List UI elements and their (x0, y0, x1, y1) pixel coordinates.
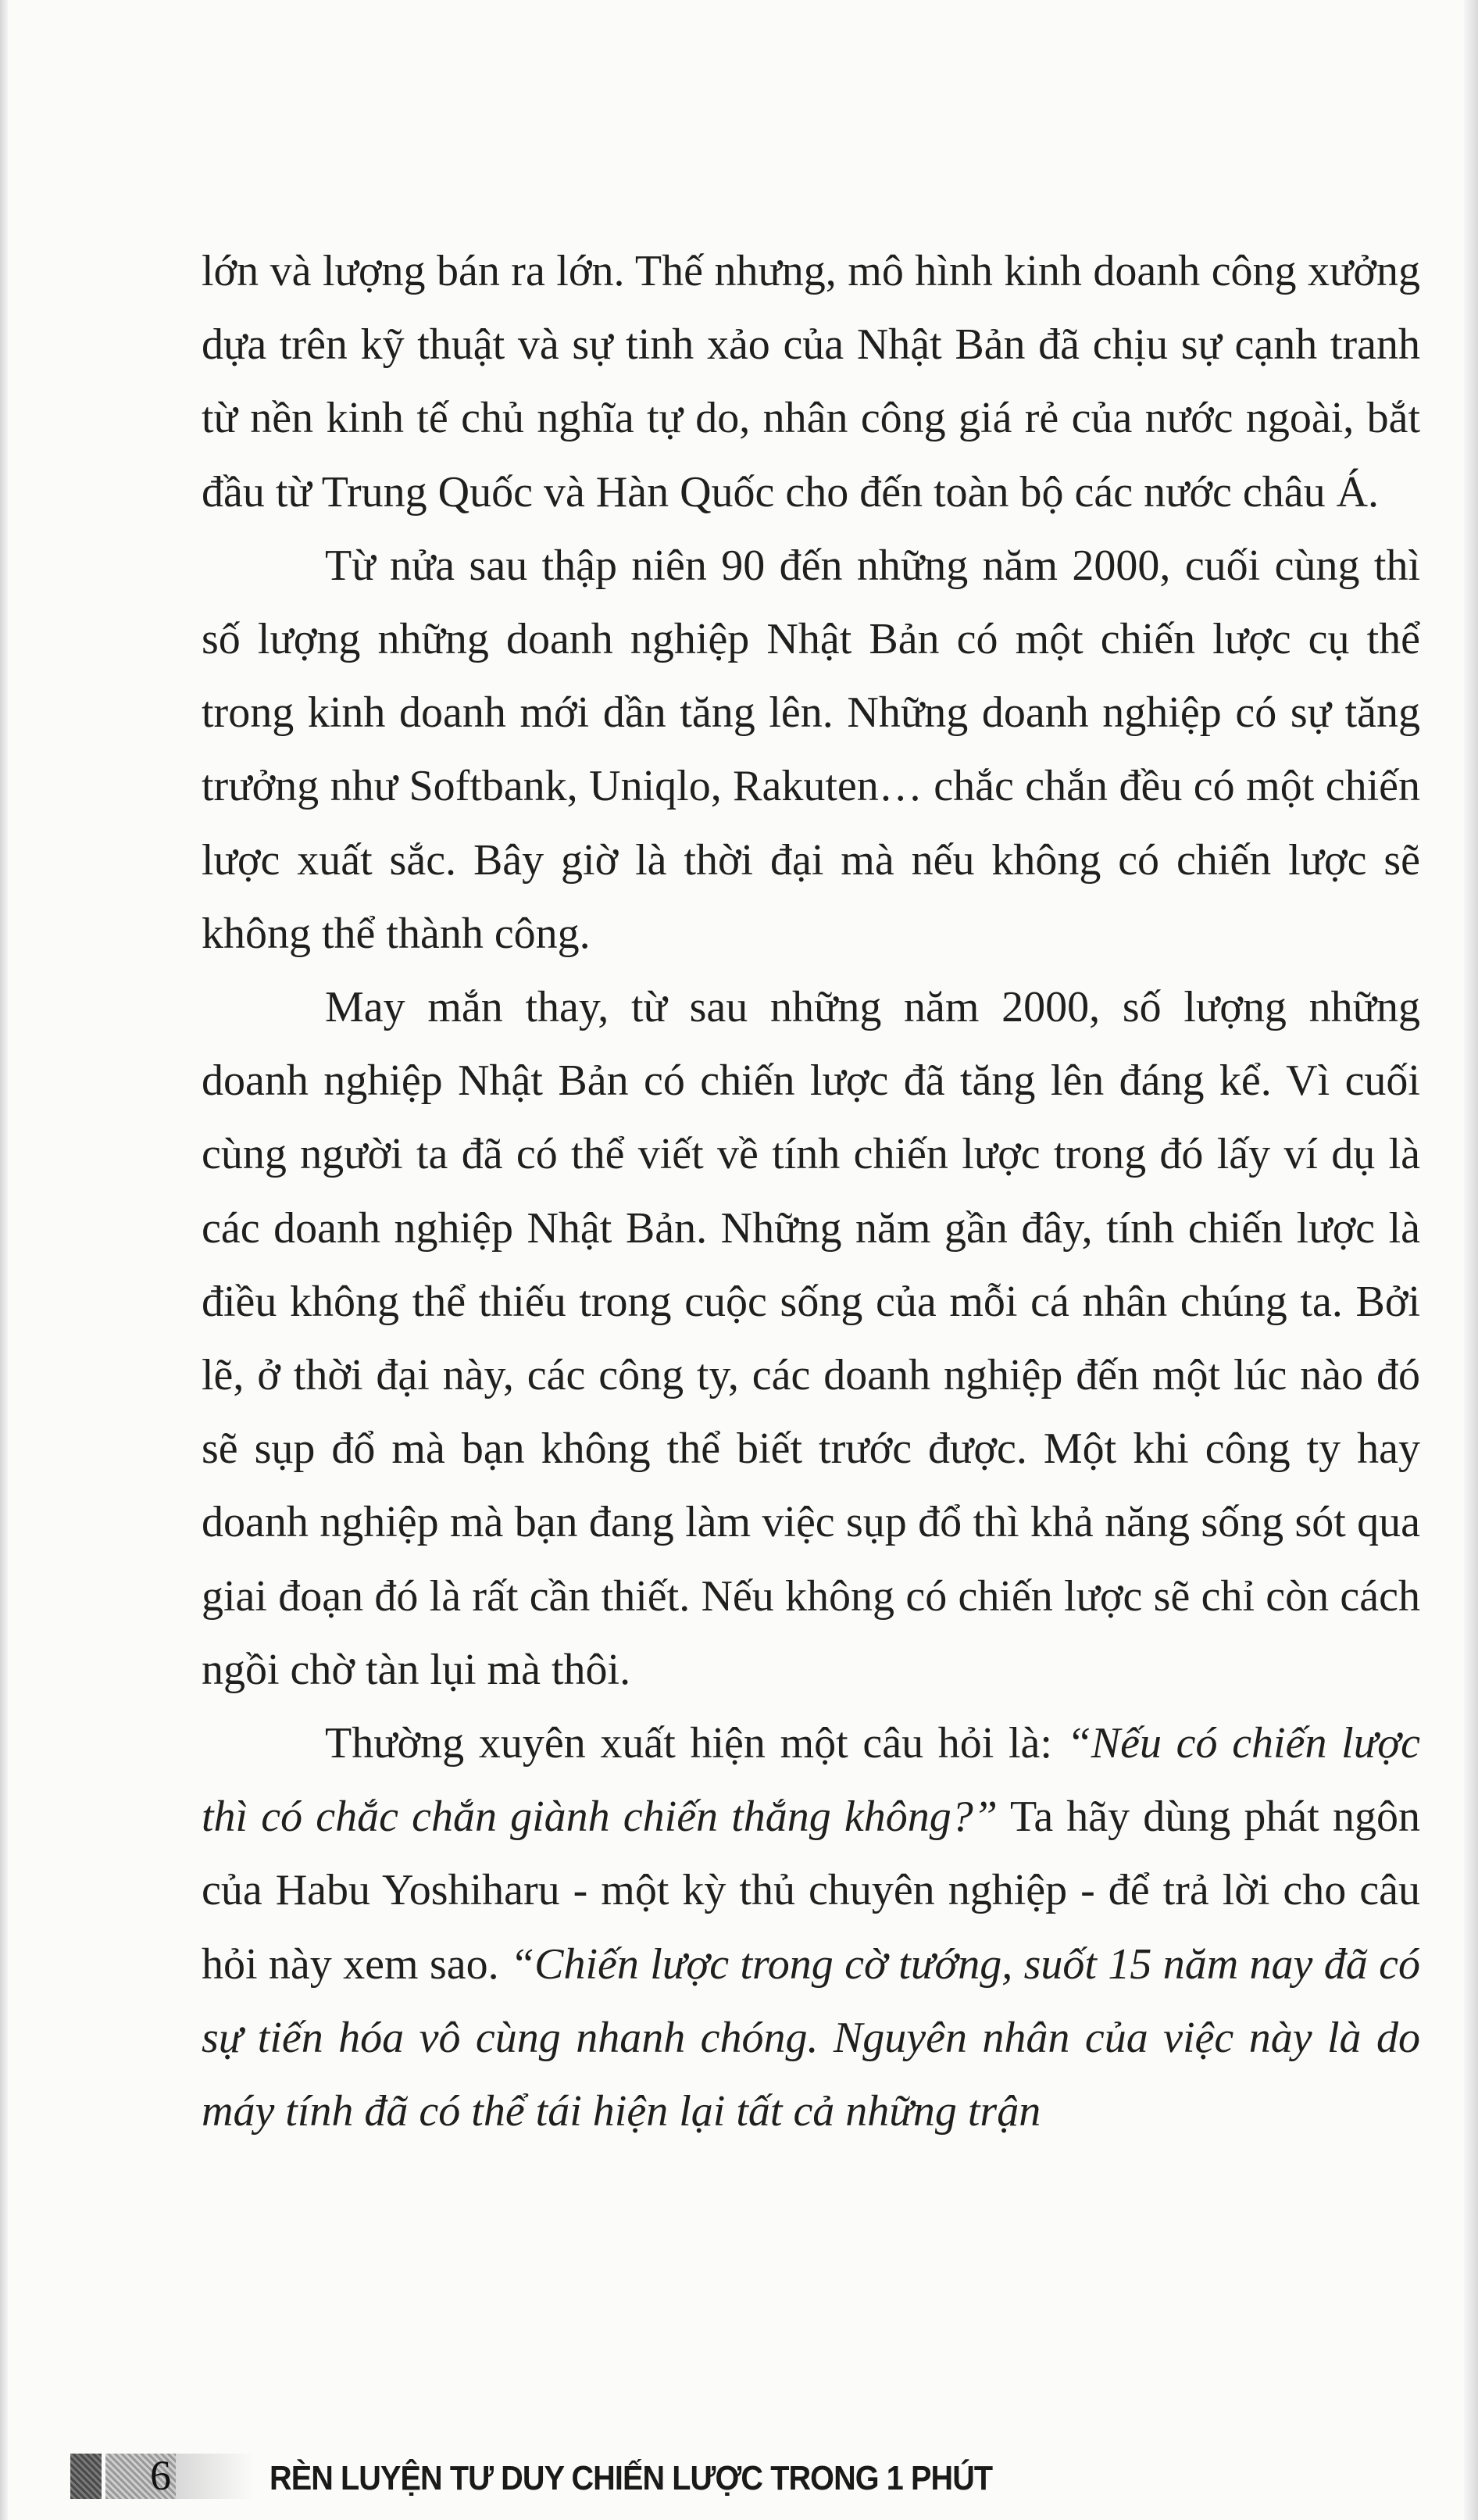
paragraph-4-text-a: Thường xuyên xuất hiện một câu hỏi là: (325, 1719, 1067, 1768)
running-title: RÈN LUYỆN TƯ DUY CHIẾN LƯỢC TRONG 1 PHÚT (270, 2459, 993, 2497)
body-text (202, 234, 1420, 2148)
spine-shadow (0, 0, 8, 2520)
quoted-statement: “Chiến lược trong cờ tướng, suốt 15 năm nay đã có sự tiến hóa vô cùng nhanh chóng. Nguyên nhân của việc này là do máy tính đã có thể tái hiện lại tất cả những trận (202, 1939, 1420, 2136)
paragraph-3-text: May mắn thay, từ sau những năm 2000, số lượng những doanh nghiệp Nhật Bản có chiến lược đã tăng lên đáng kể. Vì cuối cùng người ta đã có thể viết về tính chiến lược trong đó lấy ví dụ là các doanh nghiệp Nhật Bản. Những năm gần đây, tính chiến lược là điều không thể thiếu trong cuộc sống của mỗi cá nhân chúng ta. Bởi lẽ, ở thời đại này, các công ty, các doanh nghiệp đến một lúc nào đó sẽ sụp đổ mà bạn không thể biết trước được. Một khi công ty hay doanh nghiệp mà bạn đang làm việc sụp đổ thì khả năng sống sót qua giai đoạn đó là rất cần thiết. Nếu không có chiến lược sẽ chỉ còn cách ngồi chờ tàn lụi mà thôi. (202, 983, 1420, 1694)
page-number: 6 (150, 2452, 171, 2499)
paragraph-2 (202, 529, 1420, 970)
paragraph-3 (202, 970, 1420, 1707)
paragraph-2-text: Từ nửa sau thập niên 90 đến những năm 2000, cuối cùng thì số lượng những doanh nghiệp Nhật Bản có một chiến lược cụ thể trong kinh doanh mới dần tăng lên. Những doanh nghiệp có sự tăng trưởng như Softbank, Uniqlo, Rakuten… chắc chắn đều có một chiến lược xuất sắc. Bây giờ là thời đại mà nếu không có chiến lược sẽ không thể thành công. (202, 541, 1420, 958)
paragraph-1-text: lớn và lượng bán ra lớn. Thế nhưng, mô hình kinh doanh công xưởng dựa trên kỹ thuật và sự tinh xảo của Nhật Bản đã chịu sự cạnh tranh từ nền kinh tế chủ nghĩa tự do, nhân công giá rẻ của nước ngoài, bắt đầu từ Trung Quốc và Hàn Quốc cho đến toàn bộ các nước châu Á. (202, 247, 1420, 517)
paragraph-1 (202, 234, 1420, 529)
page-footer (0, 2446, 1478, 2500)
quoted-question: “Nếu có chiến lược thì có chắc chắn giành chiến thắng không?” (202, 1719, 1420, 1842)
paragraph-4 (202, 1707, 1420, 2148)
page-edge-shadow (1464, 0, 1478, 2520)
footer-decoration-fade (176, 2454, 254, 2499)
paragraph-4-text-b: Ta hãy dùng phát ngôn của Habu Yoshiharu - một kỳ thủ chuyên nghiệp - để trả lời cho câu hỏi này xem sao. (202, 1793, 1420, 1989)
footer-decoration-dark (70, 2454, 102, 2499)
